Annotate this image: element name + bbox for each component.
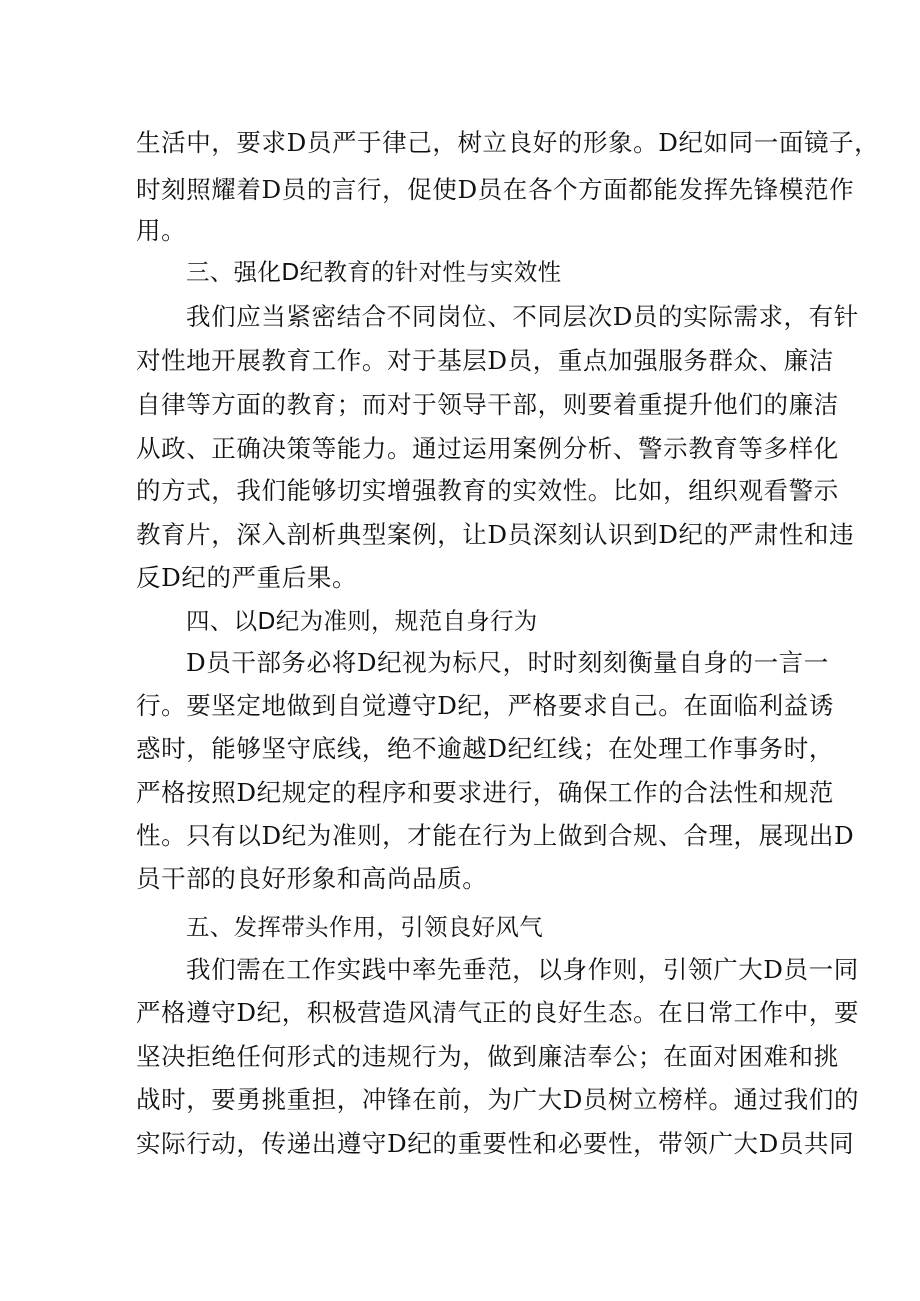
paragraph-line: 从政、正确决策等能力。通过运用案例分析、警示教育等多样化	[136, 434, 839, 463]
paragraph-line: 性。只有以D纪为准则，才能在行为上做到合规、合理，展现出D	[136, 821, 855, 850]
paragraph-line: 实际行动，传递出遵守D纪的重要性和必要性，带领广大D员共同	[136, 1129, 855, 1158]
paragraph-line: 员干部的良好形象和高尚品质。	[136, 864, 488, 893]
paragraph-line: 我们应当紧密结合不同岗位、不同层次D员的实际需求，有针	[186, 302, 859, 331]
section-heading-5: 五、发挥带头作用，引领良好风气	[186, 913, 543, 941]
section-heading-3: 三、强化D纪教育的针对性与实效性	[186, 258, 562, 286]
paragraph-line: 严格遵守D纪，积极营造风清气正的良好生态。在日常工作中，要	[136, 998, 860, 1027]
paragraph-line: 的方式，我们能够切实增强教育的实效性。比如，组织观看警示	[136, 476, 839, 505]
paragraph-line: 惑时，能够坚守底线，绝不逾越D纪红线；在处理工作事务时，	[136, 734, 834, 763]
section-heading-4: 四、以D纪为准则，规范自身行为	[186, 607, 538, 635]
paragraph-line: 用。	[136, 216, 187, 245]
paragraph-line: 自律等方面的教育；而对于领导干部，则要着重提升他们的廉洁	[136, 390, 839, 419]
paragraph-line: 教育片，深入剖析典型案例，让D员深刻认识到D纪的严肃性和违	[136, 520, 855, 549]
paragraph-line: 对性地开展教育工作。对于基层D员，重点加强服务群众、廉洁	[136, 346, 834, 375]
paragraph-line: D员干部务必将D纪视为标尺，时时刻刻衡量自身的一言一	[186, 648, 829, 677]
paragraph-line: 生活中，要求D员严于律己，树立良好的形象。D纪如同一面镜子，	[136, 128, 880, 157]
paragraph-line: 行。要坚定地做到自觉遵守D纪，严格要求自己。在面临利益诱	[136, 691, 834, 720]
paragraph-line: 时刻照耀着D员的言行，促使D员在各个方面都能发挥先锋模范作	[136, 175, 855, 204]
paragraph-line: 战时，要勇挑重担，冲锋在前，为广大D员树立榜样。通过我们的	[136, 1085, 860, 1114]
paragraph-line: 反D纪的严重后果。	[136, 563, 358, 592]
paragraph-line: 我们需在工作实践中率先垂范，以身作则，引领广大D员一同	[186, 955, 859, 984]
paragraph-line: 坚决拒绝任何形式的违规行为，做到廉洁奉公；在面对困难和挑	[136, 1042, 839, 1071]
paragraph-line: 严格按照D纪规定的程序和要求进行，确保工作的合法性和规范	[136, 778, 834, 807]
